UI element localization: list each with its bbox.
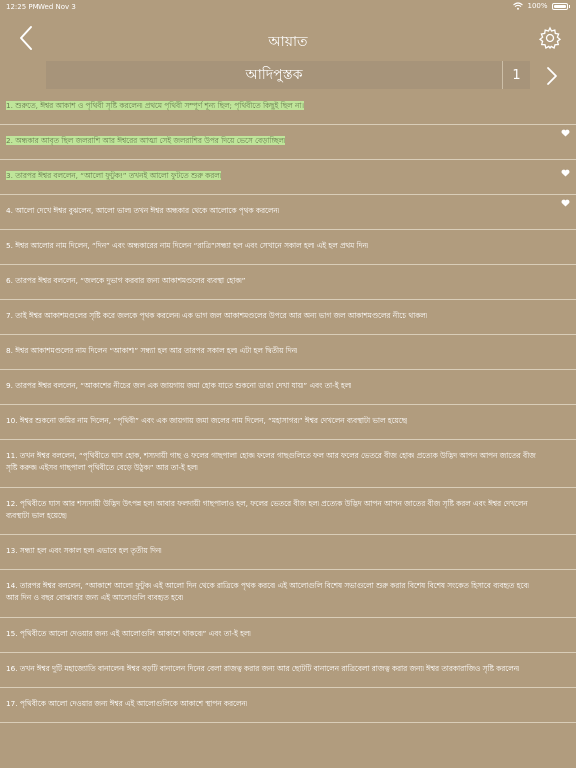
page-title: আয়াত [268,34,308,50]
verse-text: 4. আলো দেখে ঈশ্বর বুঝলেন, আলো ভাল৷ তখন ঈশ্বর অন্ধকার থেকে আলোকে পৃথক করলেন৷ [6,206,279,215]
battery-icon [552,3,568,10]
book-name-button[interactable]: আদিপুস্তক [245,67,303,83]
gear-icon[interactable] [538,26,562,50]
status-bar [0,0,576,14]
verse-text: 3. তারপর ঈশ্বর বললেন, “আলো ফুটুক!” তখনই আলো ফুটতে শুরু করল৷ [6,171,221,180]
battery-percent: 100% [527,2,548,10]
verse-row[interactable] [0,90,576,125]
verse-row[interactable] [0,535,576,570]
verse-text: 17. পৃথিবীকে আলো দেওয়ার জন্য ঈশ্বর এই আলোগুলিকে আকাশে স্থাপন করলেন৷ [6,699,247,708]
verse-row[interactable] [0,370,576,405]
heart-icon[interactable] [561,199,570,207]
verse-row[interactable] [0,688,576,723]
verse-row[interactable] [0,195,576,230]
verse-row[interactable] [0,653,576,688]
verse-text: 11. তখন ঈশ্বর বললেন, “পৃথিবীতে ঘাস হোক, শস্যদায়ী গাছ ও ফলের গাছপালা হোক৷ ফলের গাছগুলিতে ফল আর ফলের ভেতরে বীজ হোক৷ প্রত্যেক উদ্ভিদ আপন আপন জাতের বীজ সৃষ্টি করুক৷ এইসব গাছপালা পৃথিবীতে বেড়ে উঠুক৷” আর তা-ই হল৷ [6,451,536,472]
chapter-number-button[interactable]: 1 [512,67,521,83]
verse-row[interactable] [0,125,576,160]
verse-row[interactable] [0,300,576,335]
status-time: 12:25 PM [6,3,39,11]
verse-text: 15. পৃথিবীতে আলো দেওয়ার জন্য এই আলোগুলি আকাশে থাকবে৷” এবং তা-ই হল৷ [6,629,251,638]
verse-row[interactable] [0,230,576,265]
status-right [513,2,570,10]
verse-text: 2. অন্ধকার আবৃত ছিল জলরাশি আর ঈশ্বরের আত্মা সেই জলরাশির উপর দিয়ে ভেসে বেড়াচ্ছিল৷ [6,136,286,145]
verse-text: 7. তাই ঈশ্বর আকাশমণ্ডলের সৃষ্টি করে জলকে পৃথক করলেন৷ এক ভাগ জল আকাশমণ্ডলের উপরে আর অন্য ভাগ জল আকাশমণ্ডলের নীচে থাকল৷ [6,311,427,320]
verse-row[interactable] [0,160,576,195]
verse-text: 9. তারপর ঈশ্বর বললেন, “আকাশের নীচের জল এক জায়গায় জমা হোক যাতে শুকনো ডাঙা দেখা যায়৷” এবং তা-ই হল৷ [6,381,352,390]
verse-text: 10. ঈশ্বর শুকনো জমির নাম দিলেন, “পৃথিবী” এবং এক জায়গায় জমা জলের নাম দিলেন, “মহাসাগর৷” ঈশ্বর দেখলেন ব্যবস্থাটা ভাল হয়েছে৷ [6,416,408,425]
verse-row[interactable] [0,265,576,300]
verse-text: 5. ঈশ্বর আলোর নাম দিলেন, “দিন” এবং অন্ধকারের নাম দিলেন “রাত্রি”৷সন্ধ্যা হল এবং সেখানে সকাল হল৷ এই হল প্রথম দিন৷ [6,241,369,250]
book-selector-bar [46,61,530,89]
verse-text: 6. তারপর ঈশ্বর বললেন, “জলকে দুভাগ করবার জন্য আকাশমণ্ডলের ব্যবস্থা হোক৷” [6,276,246,285]
chevron-right-icon[interactable] [543,66,561,86]
heart-icon[interactable] [561,129,570,137]
verse-text: 14. তারপর ঈশ্বর বললেন, “আকাশে আলো ফুটুক৷ এই আলো দিন থেকে রাত্রিকে পৃথক করবে৷ এই আলোগুলি বিশেষ সভাগুলো শুরু করার বিশেষ বিশেষ সংকেত হিসাবে ব্যবহৃত হবে৷ আর দিন ও বছর বোঝাবার জন্য এই আলোগুলি ব্যবহৃত হবে৷ [6,581,529,602]
verse-text: 13. সন্ধ্যা হল এবং সকাল হল৷ এভাবে হল তৃতীয় দিন৷ [6,546,162,555]
status-date: Wed Nov 3 [38,3,76,11]
wifi-icon [513,2,523,10]
verse-row[interactable] [0,570,576,618]
verse-text: 8. ঈশ্বর আকাশমণ্ডলের নাম দিলেন “আকাশ৷” সন্ধ্যা হল আর তারপর সকাল হল৷ এটা হল দ্বিতীয় দিন৷ [6,346,298,355]
verse-row[interactable] [0,618,576,653]
verse-row[interactable] [0,405,576,440]
verse-row[interactable] [0,335,576,370]
verse-text: 16. তখন ঈশ্বর দুটি মহাজ্যোতি বানালেন৷ ঈশ্বর বড়টি বানালেন দিনের বেলা রাজত্ব করার জন্য আর ছোটটি বানালেন রাত্রিবেলা রাজত্ব করার জন্য৷ ঈশ্বর তারকারাজিও সৃষ্টি করলেন৷ [6,664,520,673]
heart-icon[interactable] [561,169,570,177]
verse-row[interactable] [0,488,576,535]
battery-tip [569,5,571,8]
navigation-bar [0,14,576,60]
verse-list [0,90,576,723]
verse-text: 12. পৃথিবীতে ঘাস আর শস্যদায়ী উদ্ভিদ উৎপন্ন হল৷ আবার ফলদায়ী গাছপালাও হল, ফলের ভেতরে বীজ হল৷ প্রত্যেক উদ্ভিদ আপন আপন জাতের বীজ সৃষ্টি করল এবং ঈশ্বর দেখলেন ব্যবস্থাটা ভাল হয়েছে৷ [6,499,528,520]
verse-text: 1. শুরুতে, ঈশ্বর আকাশ ও পৃথিবী সৃষ্টি করলেন৷ প্রথমে পৃথিবী সম্পূর্ণ শূন্য ছিল; পৃথিবীতে কিছুই ছিল না। [6,101,305,110]
verse-row[interactable] [0,440,576,488]
